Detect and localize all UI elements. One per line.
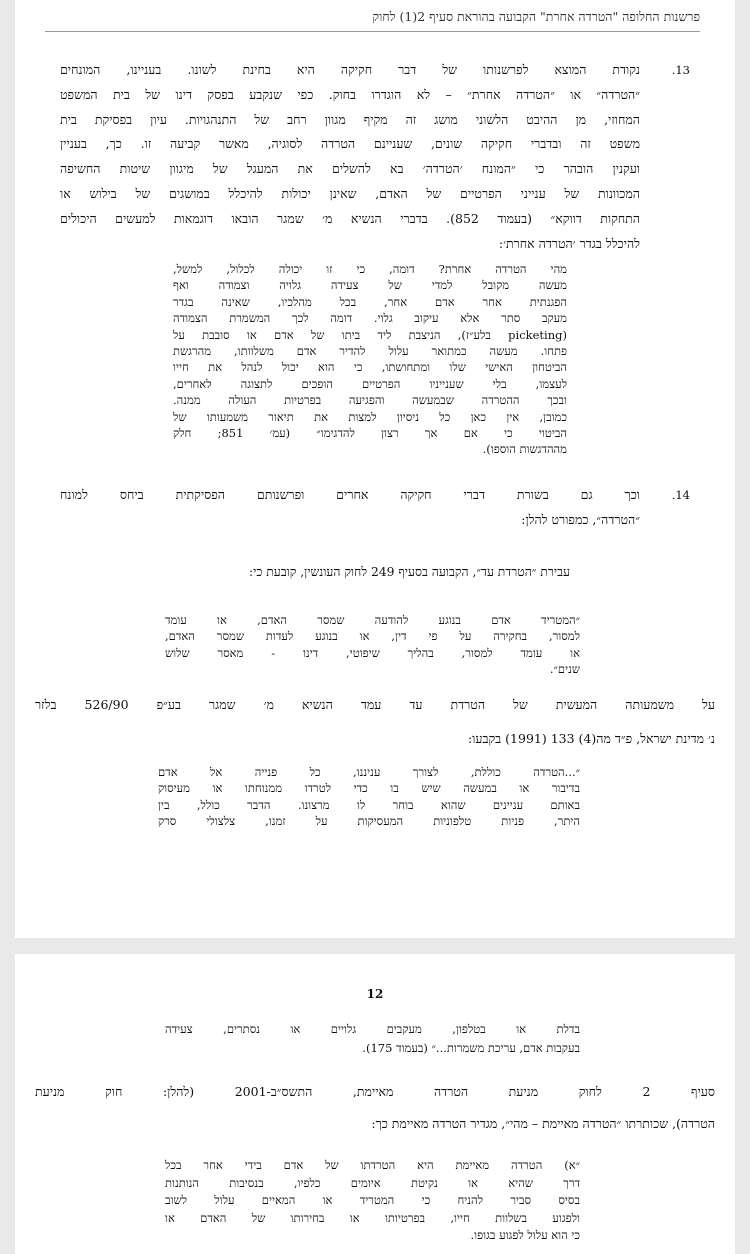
quote-line: כמובן, אין כאן כל ניסיון למצות את תיאור משמעותו של <box>173 409 567 424</box>
page-2 <box>15 954 735 1254</box>
quote-line: מההדגשות הוספו). <box>482 442 567 457</box>
text-line: התחקות דווקא״ (בעמוד 852). בדברי הנשיא מ׳ שמגר הובאו דוגמאות למעשים היכולים <box>60 210 640 226</box>
quote-line: הפגנתית אחר אדם אחר, בכל מהלכיו, שאינה בגדר <box>173 294 567 309</box>
quote-line: שנים״. <box>549 662 580 677</box>
running-header: פרשנות החלופה "הטרדה אחרת" הקבועה בהוראת סעיף 2(1) לחוק <box>372 9 700 24</box>
paragraph-number: 13. <box>671 63 690 77</box>
text-line: להיכלל בגדר ׳הטרדה אחרת׳: <box>498 235 640 251</box>
header-divider <box>45 31 700 32</box>
block-quote-1 <box>173 261 567 458</box>
quote-line: (picketing בלע״ז), הניצבת ליד ביתו של אדם או סובבת על <box>173 327 567 342</box>
quote-line: הביטוי כי אם אך רצון להדגימו״ (עמ׳ 851; חלק <box>173 426 567 441</box>
quote-line: בעקבות אדם, עריכת משמרות...״ (בעמוד 175). <box>362 1041 580 1055</box>
text-line: ״הטרדה״ או ״הטרדה אחרת״ – לא הוגדרו בחוק. כפי שנקבע בפסק דינו של בית המשפט <box>60 86 640 102</box>
text-line: המכוונות של ענייני הפרטיים של האדם, שאינן יכולות להיכלל במושגים של בילוש או <box>60 185 640 201</box>
quote-line: באותם עניינים שהוא בוחר לו מרצונו. הדבר כולל, בין <box>158 797 580 812</box>
quote-line: ובכך ההטרדה שבמעשה והפגיעה בפרטיות העולה ממנה. <box>173 393 567 408</box>
text-line: ״הטרדה״, כמפורט להלן: <box>521 511 640 527</box>
quote-line: בדלת או בטלפון, מעקבים גלויים או נסתרים, צעידה <box>165 1022 580 1036</box>
block-quote-4 <box>165 1157 580 1245</box>
quote-line: ולפגוע בשלוות חייו, בפרטיותו או בחירותו של האדם או <box>165 1210 580 1225</box>
quote-line: מהי הטרדה אחרת? דומה, כי זו יכולה לכלול, למשל, <box>173 262 567 276</box>
text-line: משפט זה ובדברי חקיקה שונים, שעניינם הטרדה לסוגיה, מאשר קביעה זו. כך, בעניין <box>60 136 640 152</box>
text-line: המחוזי, מן ההיבט הלשוני מושג זה מקיף מגוון רחב של התנהגויות. עיון בפסיקת בית <box>60 111 640 127</box>
quote-line: הביטחון האישי שלו ומתחושתו, כי הוא יכול לנהל את חייו <box>173 360 567 375</box>
section-249-intro: עבירת ״הטרדת עד״, הקבועה בסעיף 249 לחוק העונשין, קובעת כי: <box>248 565 570 579</box>
paragraph-section-2 <box>35 1076 715 1140</box>
paragraph-number: 14. <box>671 488 690 502</box>
text-line: וכך גם בשורת דברי חקיקה אחרים ופרשנותם הפסיקתית ביחס למונח <box>60 487 640 502</box>
quote-line: מעקב סתר אלא עיקוב גלוי. דומה לכך המשמרת הצמודה <box>173 311 567 326</box>
quote-line: בסיס סביר להניח כי המטריד או המאיים עלול לשוב <box>165 1193 580 1207</box>
page-number: 12 <box>366 987 384 1001</box>
quote-line: כי הוא עלול לפגוע בגופו. <box>470 1228 580 1242</box>
quote-line: או עומד למסור, בהליך שיפוטי, דינו - מאסר שלוש <box>165 645 580 660</box>
quote-line: לעצמו, בלי שענייניו הפרטיים הופכים לתצוגה לאחרים, <box>173 376 567 391</box>
quote-line: ״...הטרדה כוללת, לצורך עניננו, כל פנייה אל אדם <box>158 765 580 779</box>
block-quote-3-continued <box>165 1020 580 1058</box>
text-line: הטרדה), שכותרתו ״הטרדה מאיימת – מהי״, מגדיר הטרדה מאיימת כך: <box>371 1116 715 1131</box>
quote-line: דרך שהיא או נקיטת איומים כלפיו, בנסיבות הנותנות <box>165 1175 580 1190</box>
paragraph-shamgar <box>35 688 715 756</box>
block-quote-3 <box>158 764 580 830</box>
text-line: נקודת המוצא לפרשנותו של דבר חקיקה היא בחינת לשונו. בעניינו, המונחים <box>60 62 640 77</box>
paragraph-14 <box>60 483 690 533</box>
page-1 <box>15 0 735 938</box>
quote-line: ״המטריד אדם בנוגע להודעה שמסר האדם, או עומד <box>165 613 580 627</box>
block-quote-2 <box>165 612 580 678</box>
paragraph-13 <box>60 58 690 256</box>
text-line: ועקנין הובהר כי ״המונח ׳הטרדה׳ בא להשלים את המעגל של מיגוון שיטות החשיפה <box>60 161 640 177</box>
quote-line: היתר, פניות טלפוניות המעסיקות על זמנו, צלצולי סרק <box>158 814 580 829</box>
text-line: נ׳ מדינת ישראל, פ״ד מה(4) 133 (1991) בקבעו: <box>467 731 715 746</box>
quote-line: מעשה מקובל למדי של צעידה גלויה וצמודה ואף <box>173 278 567 293</box>
quote-line: פתחו. מעשה כמתואר עלול להדיר אדם משלוותו, מהרגשת <box>173 344 567 359</box>
text-line: על משמעותה המעשית של הטרדת עד עמד הנשיא מ׳ שמגר בע״פ 526/90 בלזר <box>35 697 715 712</box>
quote-line: למסור, בחקירה על פי דין, או בנוגע לעדות שמסר האדם, <box>165 629 580 644</box>
quote-line: בדיבור או במעשה שיש בו כדי לטרדו ממנוחתו או מעיסוק <box>158 781 580 796</box>
quote-line: ״א) הטרדה מאיימת היא הטרדתו של אדם בידי אחר בכל <box>165 1158 580 1172</box>
text-line: סעיף 2 לחוק מניעת הטרדה מאיימת, התשס״ב-2001 (להלן: חוק מניעת <box>35 1084 715 1099</box>
